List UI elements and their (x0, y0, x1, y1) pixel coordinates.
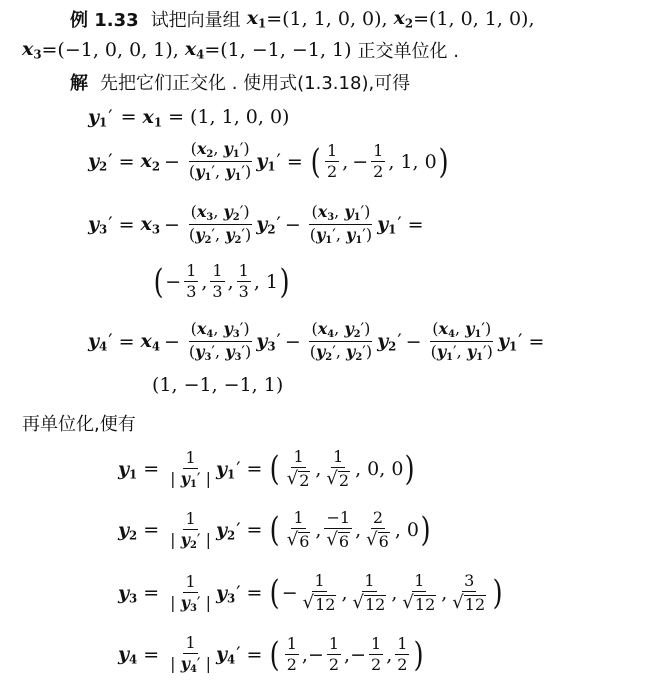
x3-value: =(−1, 0, 0, 1) (41, 39, 173, 61)
x3-symbol: $x_3$ (22, 38, 42, 62)
unit-y2-line: $y_2$ = $\frac{1}{| y_2' |}$ $y_2'$ = ( 1 √ 6 , −1 √ 6 , 2 √ 6 , 0 ) (118, 508, 431, 552)
problem-tail: 正交单位化 . (357, 41, 459, 62)
x4-symbol: $x_4$ (184, 38, 205, 62)
solution-intro: 先把它们正交化 . 使用式(1.3.18),可得 (100, 73, 411, 94)
x1-value: =(1, 1, 0, 0) (266, 8, 382, 30)
y1-prime-line: $y_1'$ = $x_1 = (1$, 1, 0, 0) (88, 106, 290, 130)
y3-prime-line: $y_3'$ = $x_3$ − $\frac{(x_3, y_2')}{(y_2', y_2')}$ $y_2'$ − $\frac{(x_3, y_1')}{(y_1', y_1')}$ $y_1'$ = (88, 202, 424, 247)
x1-symbol: $x_1$ (246, 7, 267, 31)
x2-value: =(1, 0, 1, 0), (413, 8, 535, 30)
problem-line-1: 例 1.33 试把向量组 $x_1$ =(1, 1, 0, 0) , $x_2$ =(1, 0, 1, 0), (70, 7, 535, 31)
problem-line-2: $x_3$ =(−1, 0, 0, 1) , $x_4$ =(1, −1, −1, 1) 正交单位化 . (22, 38, 459, 62)
solution-label: 解 (70, 73, 88, 94)
x4-value: =(1, −1, −1, 1) (204, 39, 352, 61)
normalize-text: 再单位化,便有 (22, 414, 136, 435)
normalize-text-line (22, 410, 136, 436)
y2-prime-line: $y_2'$ = $x_2$ − $\frac{(x_2, y_1')}{(y_1', y_1')}$ $y_1'$ = ( $\frac{1}{2}$ , − $\frac{1}{2}$ , 1, 0 ) (88, 139, 449, 184)
y4-prime-result: (1, −1, −1, 1) (152, 374, 284, 396)
y3-prime-result: ( − $\frac{1}{3}$ , $\frac{1}{3}$ , $\frac{1}{3}$ , 1 ) (153, 261, 290, 302)
example-label: 例 1.33 (70, 10, 139, 31)
unit-y3-line: $y_3$ = $\frac{1}{| y_3' |}$ $y_3'$ = ( − 1 √ 12 , 1 √ 12 , 1 √ 12 , 3 √ 12 ) (118, 571, 503, 615)
unit-y4-line: $y_4$ = $\frac{1}{| y_4' |}$ $y_4'$ = ( $\frac{1}{2}$ , − $\frac{1}{2}$ , − $\frac{1}{2}$ , $\frac{1}{2}$ ) (118, 633, 425, 676)
y4-prime-line: $y_4'$ = $x_4$ − $\frac{(x_4, y_3')}{(y_3', y_3')}$ $y_3'$ − $\frac{(x_4, y_2')}{(y_2', y_2')}$ $y_2'$ − $\frac{(x_4, y_1')}{(y_1', y_1')}$ $y_1'$ = (88, 319, 545, 364)
unit-y1-line: $y_1$ = $\frac{1}{| y_1' |}$ $y_1'$ = ( 1 √ 2 , 1 √ 2 , 0, 0 ) (118, 447, 416, 491)
problem-text: 试把向量组 (150, 10, 241, 31)
x2-symbol: $x_2$ (393, 7, 414, 31)
solution-intro-line (70, 69, 410, 95)
